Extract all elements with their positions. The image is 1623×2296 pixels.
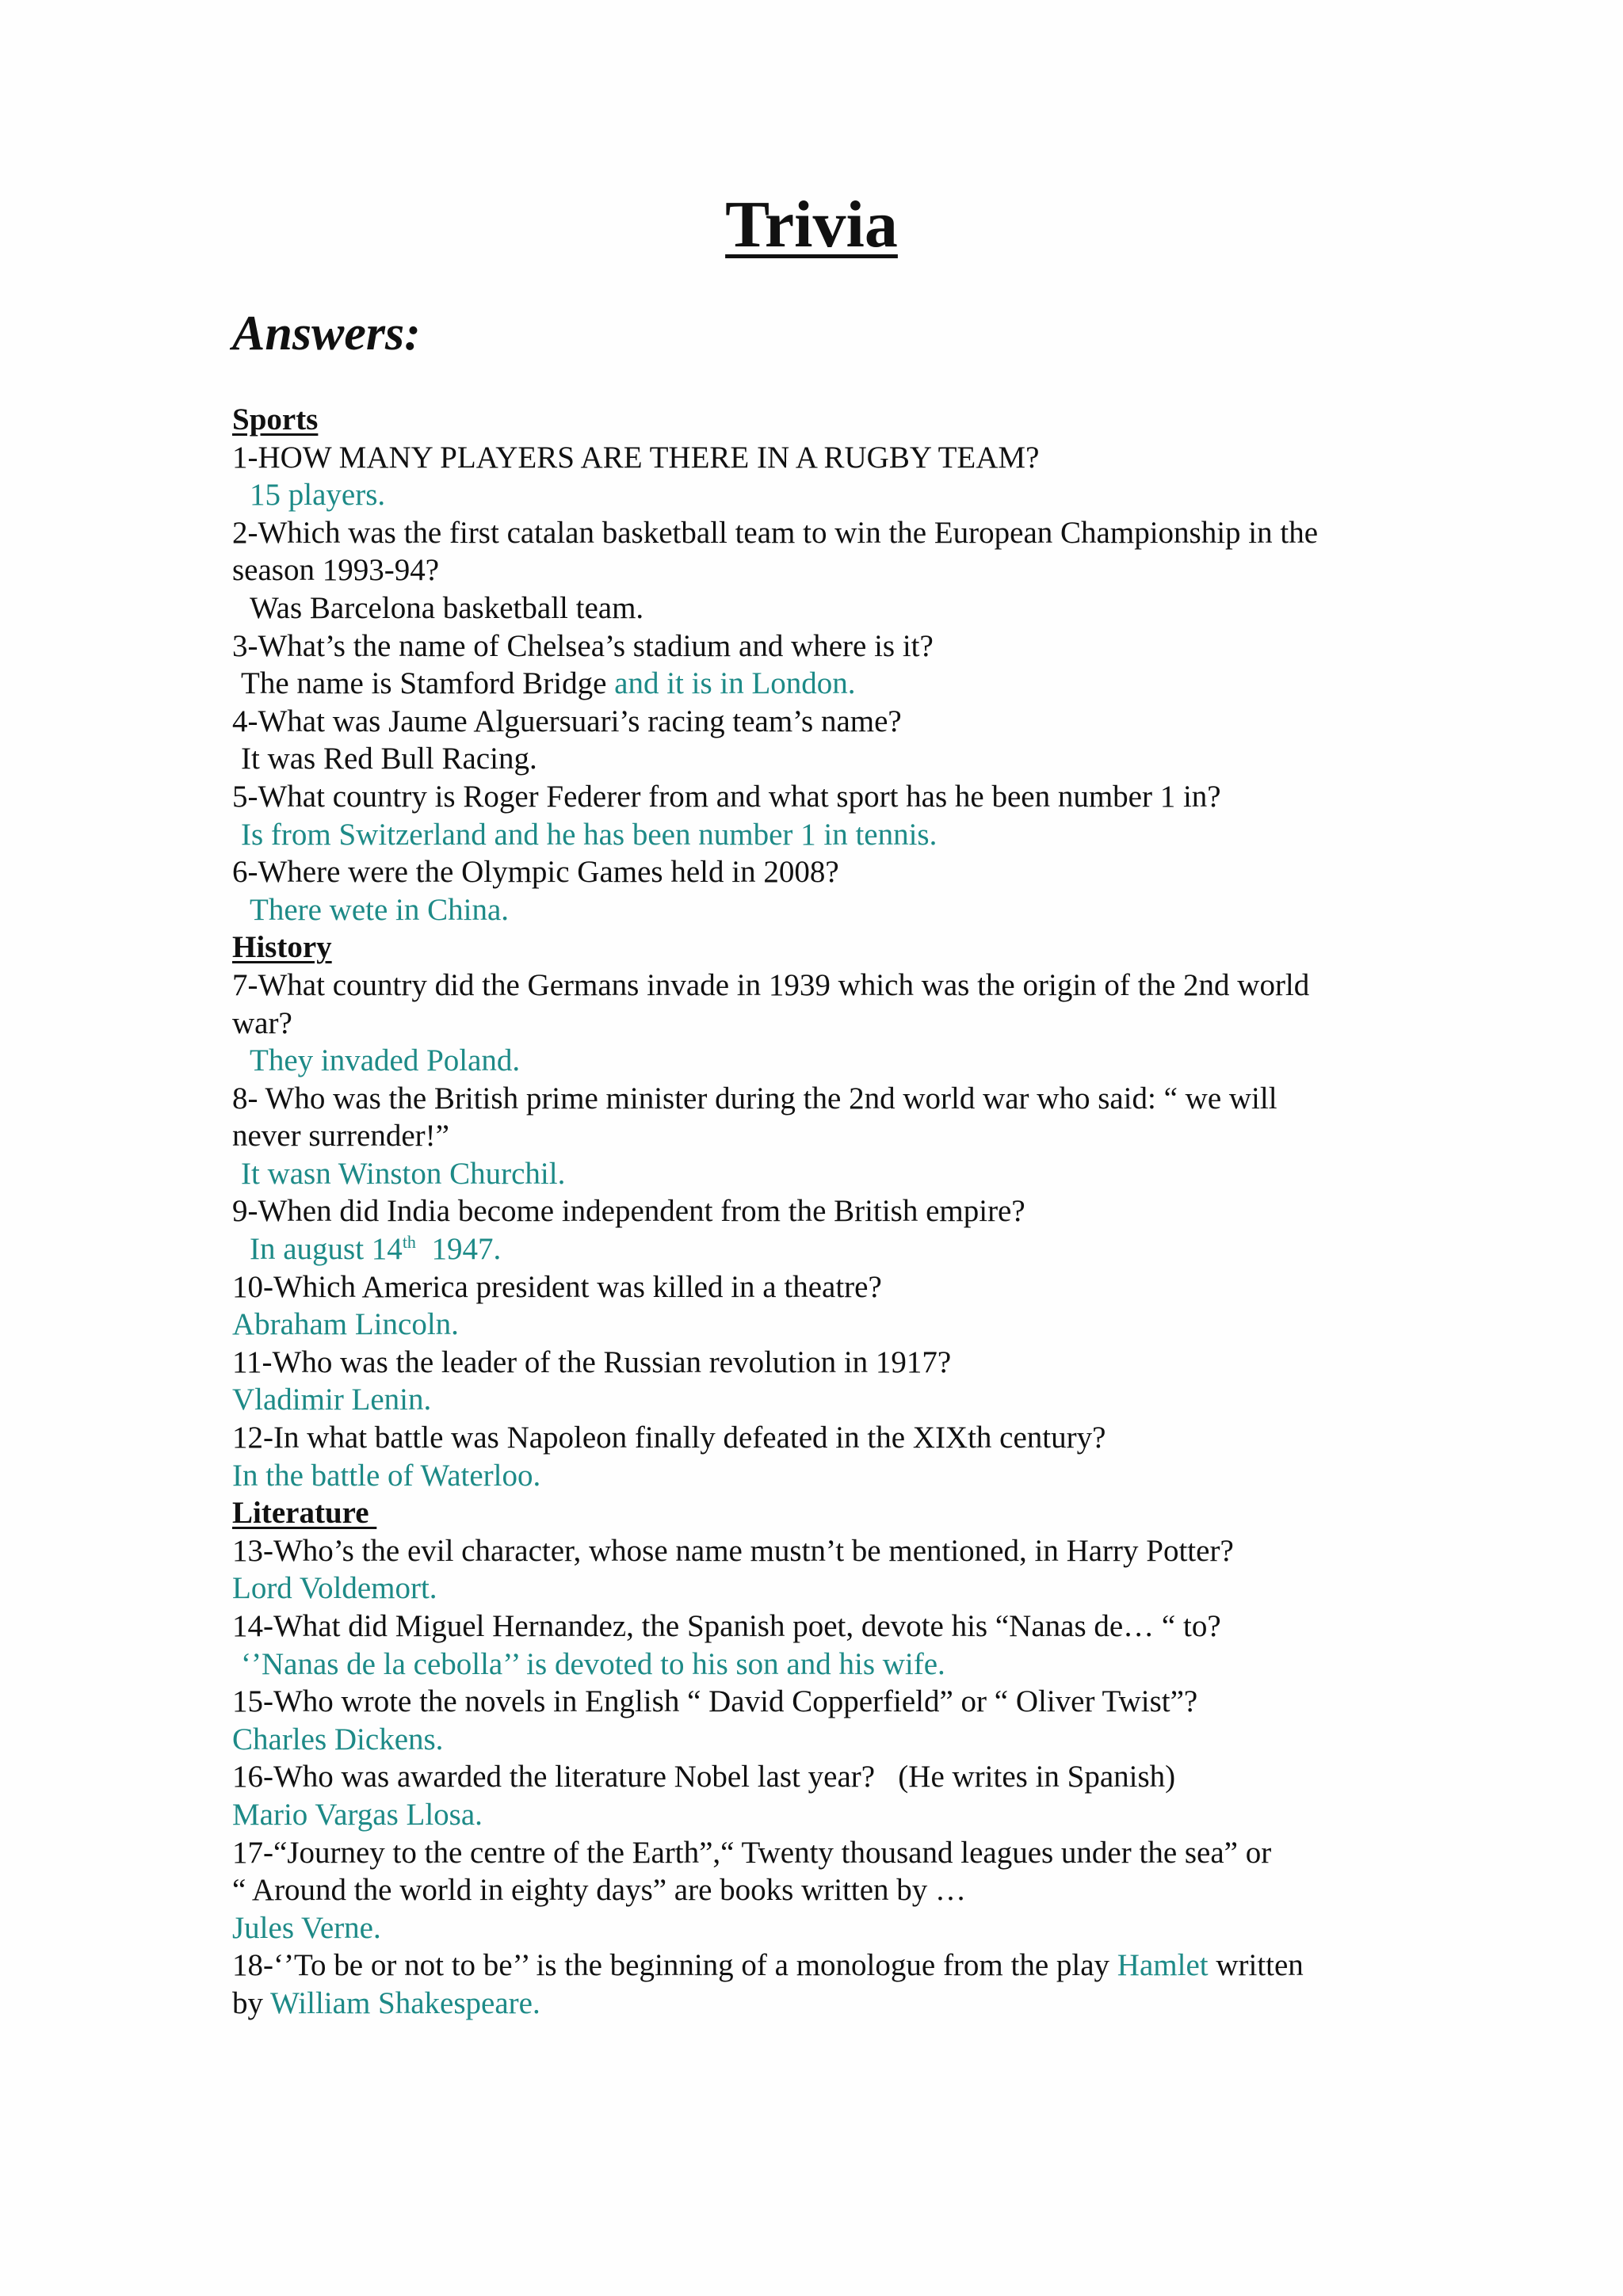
question-3: 3-What’s the name of Chelsea’s stadium and where is it?: [232, 628, 934, 663]
question-4: 4-What was Jaume Alguersuari’s racing team’s name?: [232, 704, 902, 738]
answer-4: It was Red Bull Racing.: [241, 742, 537, 776]
question-18-line-2: [232, 1985, 1389, 2023]
answer-3-part-2: and it is in London.: [606, 666, 856, 701]
answer-9: [232, 1230, 1389, 1268]
question-18-by: by: [232, 1985, 271, 2020]
answer-15: Charles Dickens.: [232, 1722, 444, 1756]
answer-6: There wete in China.: [250, 892, 510, 927]
answer-7: They invaded Poland.: [250, 1043, 521, 1078]
question-8-line-2: never surrender!”: [232, 1119, 449, 1154]
answer-18-author: William Shakespeare.: [270, 1985, 540, 2020]
question-7-line-2: war?: [232, 1005, 292, 1040]
question-17-line-2: “ Around the world in eighty days” are books written by …: [232, 1873, 967, 1908]
answer-18-play: Hamlet: [1117, 1948, 1209, 1983]
answer-12: In the battle of Waterloo.: [232, 1458, 541, 1493]
answer-17: Jules Verne.: [232, 1910, 381, 1945]
answer-10: Abraham Lincoln.: [232, 1307, 459, 1342]
question-6: 6-Where were the Olympic Games held in 2008?: [232, 855, 839, 890]
question-17-line-1: 17-“Journey to the centre of the Earth”,“ Twenty thousand leagues under the sea” or: [232, 1835, 1272, 1870]
question-18-written: written: [1208, 1948, 1304, 1983]
question-15: 15-Who wrote the novels in English “ David Copperfield” or “ Oliver Twist”?: [232, 1684, 1198, 1719]
question-14: 14-What did Miguel Hernandez, the Spanish poet, devote his “Nanas de… “ to?: [232, 1609, 1221, 1643]
trivia-content: [232, 401, 1389, 2023]
answer-3: [232, 665, 1389, 703]
answer-2: Was Barcelona basketball team.: [250, 590, 644, 625]
question-12: 12-In what battle was Napoleon finally defeated in the XIXth century?: [232, 1421, 1106, 1455]
page-subtitle: Answers:: [232, 307, 421, 360]
question-2-line-1: 2-Which was the first catalan basketball team to win the European Championship in the: [232, 515, 1319, 550]
answer-1: 15 players.: [250, 478, 386, 513]
answer-9-year: 1947.: [415, 1232, 502, 1267]
question-16: 16-Who was awarded the literature Nobel last year? (He writes in Spanish): [232, 1760, 1176, 1794]
question-9: 9-When did India become independent from the British empire?: [232, 1194, 1025, 1229]
answer-9-ordinal: th: [402, 1232, 416, 1253]
answer-3-part-1: The name is Stamford Bridge: [241, 666, 607, 701]
question-10: 10-Which America president was killed in a theatre?: [232, 1269, 882, 1304]
question-11: 11-Who was the leader of the Russian revolution in 1917?: [232, 1344, 952, 1379]
answer-11: Vladimir Lenin.: [232, 1383, 432, 1417]
answer-14: ‘’Nanas de la cebolla’’ is devoted to his son and his wife.: [241, 1646, 945, 1681]
answer-16: Mario Vargas Llosa.: [232, 1797, 483, 1832]
question-5: 5-What country is Roger Federer from and what sport has he been number 1 in?: [232, 779, 1221, 814]
section-heading-literature: Literature: [232, 1496, 377, 1531]
question-13: 13-Who’s the evil character, whose name mustn’t be mentioned, in Harry Potter?: [232, 1533, 1234, 1568]
question-1: 1-HOW MANY PLAYERS ARE THERE IN A RUGBY TEAM?: [232, 440, 1040, 475]
question-18-text: 18-‘’To be or not to be’’ is the beginning of a monologue from the play: [232, 1948, 1117, 1983]
question-8-line-1: 8- Who was the British prime minister during the 2nd world war who said: “ we will: [232, 1081, 1277, 1116]
question-18-line-1: [232, 1947, 1389, 1985]
answer-8: It wasn Winston Churchil.: [241, 1156, 566, 1191]
section-heading-sports: Sports: [232, 402, 319, 437]
page-title: Trivia: [725, 188, 898, 261]
question-7-line-1: 7-What country did the Germans invade in 1939 which was the origin of the 2nd world: [232, 967, 1310, 1002]
answer-13: Lord Voldemort.: [232, 1571, 437, 1606]
answer-9-date: In august 14: [250, 1232, 403, 1267]
section-heading-history: History: [232, 930, 332, 965]
question-2-line-2: season 1993-94?: [232, 553, 440, 588]
answer-5: Is from Switzerland and he has been number 1 in tennis.: [241, 817, 938, 852]
